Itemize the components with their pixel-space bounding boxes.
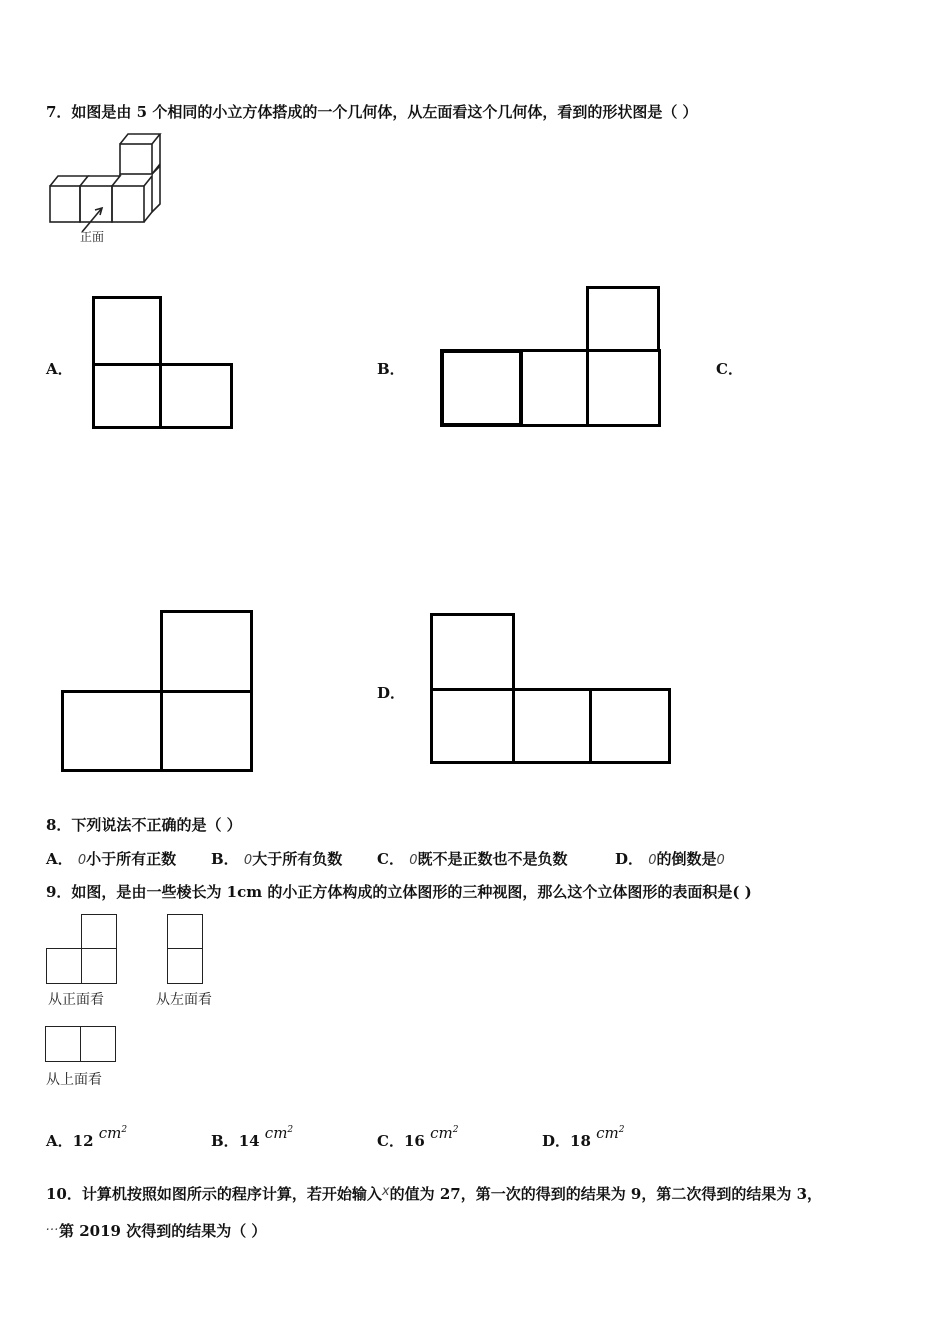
q7-stem: 7．如图是由 5 个相同的小立方体搭成的一个几何体，从左面看这个几何体，看到的形状图是（ ） bbox=[46, 103, 698, 121]
q7-option-d-label[interactable]: D． bbox=[377, 684, 406, 702]
option-value: 18 bbox=[570, 1132, 591, 1150]
square bbox=[167, 948, 203, 984]
square bbox=[160, 610, 253, 693]
square bbox=[61, 690, 163, 772]
q9-stem: 9．如图，是由一些棱长为 1cm 的小正方体构成的立体图形的三种视图，那么这个立体图形的表面积是( ) bbox=[46, 883, 752, 901]
top-view-caption: 从上面看 bbox=[46, 1072, 102, 1088]
unit-cm2: $cm^2$ bbox=[596, 1124, 625, 1142]
stem-text: 10．计算机按照如图所示的程序计算，若开始输入 bbox=[46, 1185, 382, 1203]
ellipsis: … bbox=[46, 1219, 59, 1234]
square bbox=[92, 363, 162, 429]
option-value: 12 bbox=[72, 1132, 94, 1150]
front-view-label: 正面 bbox=[80, 230, 105, 244]
square bbox=[589, 688, 671, 764]
option-text: 大于所有负数 bbox=[252, 850, 343, 868]
option-label: A． bbox=[46, 850, 73, 868]
q8-option-d[interactable] bbox=[615, 848, 725, 869]
square bbox=[167, 914, 203, 950]
option-value: 16 bbox=[403, 1132, 425, 1150]
square bbox=[586, 349, 661, 427]
square bbox=[46, 948, 83, 984]
unit-cm2: $cm^2$ bbox=[98, 1124, 128, 1142]
q7-option-c-label[interactable]: C． bbox=[716, 360, 743, 378]
q7-option-a-label[interactable]: A． bbox=[46, 360, 73, 378]
math-var: x bbox=[381, 1184, 390, 1199]
math-zero: 0 bbox=[77, 853, 87, 868]
left-view-caption: 从左面看 bbox=[156, 992, 212, 1008]
option-text: 小于所有正数 bbox=[86, 850, 177, 868]
q7-option-b-label[interactable]: B． bbox=[377, 360, 405, 378]
option-label: C． bbox=[377, 850, 404, 868]
unit-cm2: $cm^2$ bbox=[264, 1124, 294, 1142]
q8-stem: 8．下列说法不正确的是（ ） bbox=[46, 816, 242, 834]
q8-option-c[interactable] bbox=[377, 848, 567, 869]
option-value: 14 bbox=[238, 1132, 260, 1150]
square bbox=[512, 688, 592, 764]
option-label: B． bbox=[211, 1132, 239, 1150]
option-text: 既不是正数也不是负数 bbox=[417, 850, 568, 868]
q9-option-c[interactable] bbox=[377, 1124, 459, 1151]
front-view-caption: 从正面看 bbox=[48, 992, 104, 1008]
square bbox=[81, 914, 117, 950]
q9-option-a[interactable] bbox=[46, 1124, 128, 1151]
square bbox=[440, 349, 523, 427]
square bbox=[159, 363, 233, 429]
option-label: B． bbox=[211, 850, 239, 868]
q9-option-d[interactable] bbox=[542, 1124, 625, 1151]
option-label: D． bbox=[542, 1132, 571, 1150]
square bbox=[160, 690, 253, 772]
square bbox=[520, 349, 590, 427]
square bbox=[81, 948, 117, 984]
unit-cm2: $cm^2$ bbox=[430, 1124, 459, 1142]
q7-cube-figure bbox=[44, 128, 174, 248]
q8-option-b[interactable] bbox=[211, 848, 342, 869]
q10-stem-line2 bbox=[46, 1221, 266, 1243]
square bbox=[586, 286, 660, 352]
stem-text: 的值为 27，第一次的得到的结果为 9，第二次得到的结果为 3， bbox=[389, 1185, 823, 1203]
option-label: C． bbox=[377, 1132, 404, 1150]
q10-stem-line1 bbox=[46, 1184, 822, 1206]
option-text: 的倒数是 bbox=[656, 850, 717, 868]
square bbox=[430, 613, 515, 691]
square bbox=[80, 1026, 116, 1062]
math-zero: 0 bbox=[243, 853, 253, 868]
square bbox=[45, 1026, 82, 1062]
q9-option-b[interactable] bbox=[211, 1124, 294, 1151]
math-zero: 0 bbox=[648, 853, 657, 868]
math-zero: 0 bbox=[409, 853, 418, 868]
square bbox=[92, 296, 162, 366]
math-zero: 0 bbox=[716, 853, 725, 868]
q8-option-a[interactable] bbox=[46, 848, 176, 869]
square bbox=[430, 688, 515, 764]
stem-text: 第 2019 次得到的结果为（ ） bbox=[59, 1222, 267, 1240]
option-label: D． bbox=[615, 850, 644, 868]
option-label: A． bbox=[46, 1132, 73, 1150]
